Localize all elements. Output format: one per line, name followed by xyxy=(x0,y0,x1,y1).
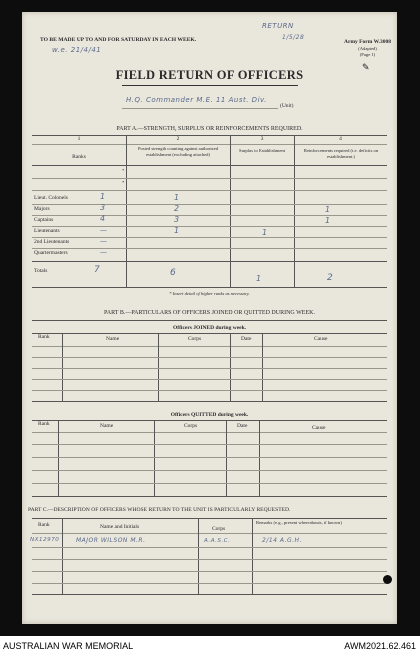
totals-label: Totals xyxy=(34,268,48,274)
quitted-row-rule-1 xyxy=(32,444,387,445)
col-header-surplus: Surplus to Establishment xyxy=(239,148,285,153)
joined-title: Officers JOINED during week. xyxy=(172,325,247,331)
quitted-title-rule xyxy=(32,420,387,421)
col-number-2: 2 xyxy=(176,136,180,142)
rank-surplus: 1 xyxy=(262,228,268,237)
part-c-entry-name: MAJOR WILSON M.R. xyxy=(76,537,146,544)
col-number-3: 3 xyxy=(260,136,264,142)
joined-row-rule-1 xyxy=(32,357,387,358)
quitted-header-rule xyxy=(32,432,387,433)
part-c-top-rule xyxy=(32,518,387,519)
rank-row-rule-4 xyxy=(32,237,387,238)
form-sheet xyxy=(22,12,397,624)
part-a-vline-1 xyxy=(126,135,127,287)
quitted-col-corps: Corps xyxy=(184,423,198,429)
header-instruction: TO BE MADE UP TO AND FOR SATURDAY IN EACH WEEK. xyxy=(40,37,197,43)
totals-top-rule xyxy=(32,261,387,262)
part-c-col-remarks: Remarks (e.g., present whereabouts, if known) xyxy=(256,520,342,525)
rank-est: 4 xyxy=(100,214,106,223)
part-c-header-rule xyxy=(32,533,387,534)
rank-posted: 1 xyxy=(174,193,180,202)
quitted-vline-4 xyxy=(259,420,260,496)
col-number-rule xyxy=(32,144,387,145)
quitted-row-rule-3 xyxy=(32,470,387,471)
rank-row-rule-2 xyxy=(32,215,387,216)
rank-row-rule-1 xyxy=(32,204,387,205)
quitted-title: Officers QUITTED during week. xyxy=(170,412,249,418)
joined-row-rule-2 xyxy=(32,368,387,369)
form-page: (Page 1) xyxy=(359,52,376,57)
rank-posted: 3 xyxy=(174,215,180,224)
stamp-handwritten: RETURN xyxy=(262,22,294,30)
joined-bottom-rule xyxy=(32,401,387,402)
rank-row-rule-3 xyxy=(32,226,387,227)
footer-credit: AUSTRALIAN WAR MEMORIAL xyxy=(3,641,134,651)
joined-col-rank: Rank xyxy=(38,334,50,340)
page-title: FIELD RETURN OF OFFICERS xyxy=(115,68,304,82)
rank-label: 2nd Lieutenants xyxy=(34,239,70,245)
rank-label: Majors xyxy=(34,206,50,212)
unit-line xyxy=(122,108,278,109)
part-a-footnote: * Insert detail of higher ranks as necessary. xyxy=(169,291,250,296)
col-header-reinforcements: Reinforcements required (i.e. deficits on establishment.) xyxy=(303,148,379,159)
rank-posted: 1 xyxy=(174,226,180,235)
rank-est: 1 xyxy=(100,192,106,201)
part-c-col-corps: Corps xyxy=(212,526,226,532)
joined-row-rule-3 xyxy=(32,379,387,380)
stamp-date-handwritten: 1/5/28 xyxy=(282,34,305,41)
part-c-col-rank: Rank xyxy=(38,522,50,528)
rank-est: — xyxy=(100,237,108,245)
joined-col-date: Date xyxy=(241,336,252,342)
part-a-vline-2 xyxy=(230,135,231,287)
part-c-heading: PART C.—DESCRIPTION OF OFFICERS WHOSE RETURN TO THE UNIT IS PARTICULARLY REQUESTED. xyxy=(28,507,291,513)
part-c-row-rule-1 xyxy=(32,547,387,548)
hand-mark-icon: ✎ xyxy=(362,62,370,72)
form-number: Army Form W.3008 xyxy=(344,39,391,45)
quitted-col-rank: Rank xyxy=(38,421,50,427)
joined-col-corps: Corps xyxy=(188,336,202,342)
joined-row-rule-4 xyxy=(32,390,387,391)
totals-surplus: 1 xyxy=(256,274,262,283)
blank-row-rule-1 xyxy=(32,178,387,179)
part-b-top-rule xyxy=(32,320,387,321)
unit-label: (Unit) xyxy=(280,103,294,109)
rank-label: Quartermasters xyxy=(34,250,68,256)
quitted-col-date: Date xyxy=(237,423,248,429)
part-c-row-rule-3 xyxy=(32,571,387,572)
star-marker-1: * xyxy=(122,168,125,173)
part-c-entry-remarks: 2/14 A.G.H. xyxy=(262,537,302,544)
quitted-vline-3 xyxy=(226,420,227,496)
rank-posted: 2 xyxy=(174,204,180,213)
rank-est: — xyxy=(100,248,108,256)
rank-label: Lieutenants xyxy=(34,228,60,234)
rank-reinf: 1 xyxy=(325,216,331,225)
rank-label: Lieut. Colonels xyxy=(34,195,68,201)
unit-value: H.Q. Commander M.E. 11 Aust. Div. xyxy=(126,96,267,104)
quitted-row-rule-4 xyxy=(32,483,387,484)
part-a-vline-3 xyxy=(294,135,295,287)
quitted-col-name: Name xyxy=(100,423,114,429)
quitted-row-rule-2 xyxy=(32,457,387,458)
joined-col-cause: Cause xyxy=(314,336,328,342)
col-number-4: 4 xyxy=(339,136,342,142)
star-marker-2: * xyxy=(122,180,125,185)
quitted-col-cause: Cause xyxy=(312,425,326,431)
col-number-1: 1 xyxy=(77,136,81,142)
rank-label: Captains xyxy=(34,217,54,223)
totals-reinf: 2 xyxy=(327,273,334,283)
blank-row-rule-2 xyxy=(32,190,387,191)
header-handwritten-date: w.e. 21/4/41 xyxy=(52,46,102,54)
quitted-vline-2 xyxy=(154,420,155,496)
form-adapted: (Adapted) xyxy=(358,46,377,51)
part-c-entry-rank: NX12970 xyxy=(30,537,60,543)
part-c-row-rule-2 xyxy=(32,559,387,560)
totals-est: 7 xyxy=(94,265,101,275)
rank-reinf: 1 xyxy=(325,205,331,214)
quitted-bottom-rule xyxy=(32,496,387,497)
rank-row-rule-5 xyxy=(32,248,387,249)
punch-hole-icon xyxy=(383,575,392,584)
quitted-vline-1 xyxy=(58,420,59,496)
part-a-header-rule xyxy=(32,165,387,166)
part-c-row-rule-4 xyxy=(32,583,387,584)
part-c-col-name: Name and Initials xyxy=(100,524,140,530)
rank-est: — xyxy=(100,226,108,234)
part-a-heading: PART A.—STRENGTH, SURPLUS OR REINFORCEMENTS REQUIRED. xyxy=(116,126,303,132)
joined-header-rule xyxy=(32,346,387,347)
footer-accession-number: AWM2021.62.461 xyxy=(344,641,416,651)
part-c-entry-corps: A.A.S.C. xyxy=(204,538,231,544)
part-c-bottom-rule xyxy=(32,594,387,595)
rank-est: 3 xyxy=(100,203,106,212)
totals-posted: 6 xyxy=(170,268,177,278)
joined-col-name: Name xyxy=(106,336,120,342)
title-underline xyxy=(122,85,298,86)
totals-bottom-rule xyxy=(32,287,387,288)
col-header-posted: Posted strength counting against authorized establishment (excluding attached) xyxy=(137,146,219,157)
col-header-ranks: Ranks xyxy=(72,154,86,160)
part-b-heading: PART B.—PARTICULARS OF OFFICERS JOINED OR QUITTED DURING WEEK. xyxy=(104,310,315,316)
joined-title-rule xyxy=(32,333,387,334)
